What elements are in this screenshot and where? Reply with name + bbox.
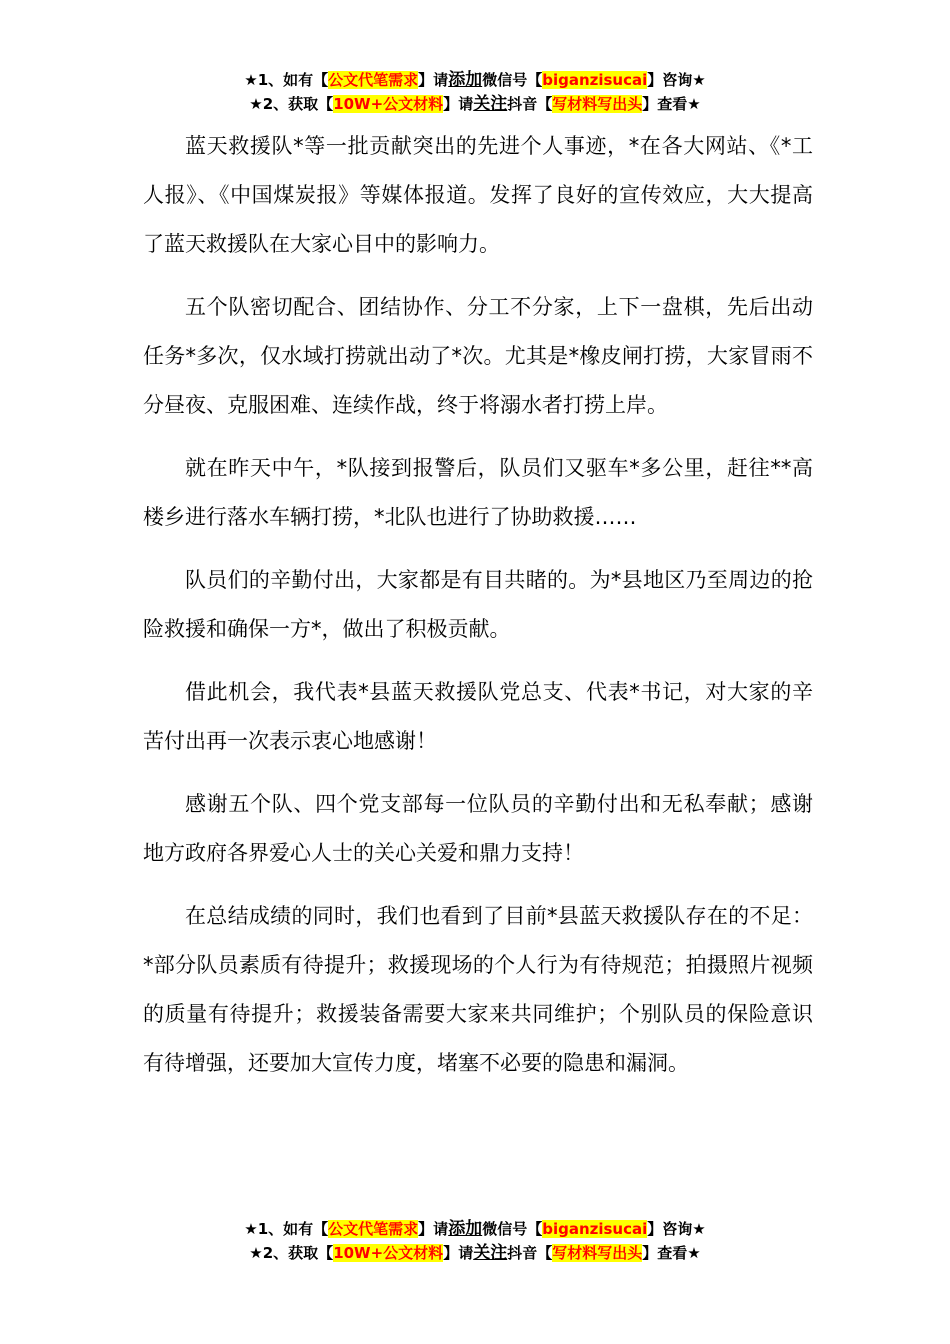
footer-line-1-mid-1: 】请 [418, 1220, 449, 1238]
footer-line-2-mid-1: 】请 [443, 1244, 474, 1262]
header-banner [0, 68, 950, 116]
paragraph: 借此机会，我代表*县蓝天救援队党总支、代表*书记，对大家的辛苦付出再一次表示衷心地感谢！ [143, 680, 813, 753]
header-line-1-suffix: 】咨询★ [647, 71, 706, 89]
header-line-2-mid-2: 抖音【 [507, 95, 553, 113]
header-line-1-mid-2: 微信号【 [482, 71, 543, 89]
footer-line-2-mid-2: 抖音【 [507, 1244, 553, 1262]
footer-line-2 [0, 1241, 950, 1265]
star-icon: ★ [244, 1220, 258, 1238]
star-icon: ★ [244, 71, 258, 89]
paragraph: 蓝天救援队*等一批贡献突出的先进个人事迹，*在各大网站、《*工人报》、《中国煤炭报》等媒体报道。发挥了良好的宣传效应，大大提高了蓝天救援队在大家心目中的影响力。 [143, 134, 813, 256]
header-line-1-prefix: 1、如有【 [257, 71, 329, 89]
footer-line-2-suffix: 】查看★ [642, 1244, 701, 1262]
header-line-2-highlight-2: 写材料写出头 [552, 95, 643, 113]
header-line-2-emphasis: 关注 [473, 94, 508, 114]
document-body [143, 122, 813, 1102]
paragraph: 队员们的辛勤付出，大家都是有目共睹的。为*县地区乃至周边的抢险救援和确保一方*，做出了积极贡献。 [143, 568, 813, 641]
footer-line-1-prefix: 1、如有【 [257, 1220, 329, 1238]
footer-line-2-prefix: 2、获取【 [262, 1244, 334, 1262]
paragraph: 在总结成绩的同时，我们也看到了目前*县蓝天救援队存在的不足：*部分队员素质有待提升；救援现场的个人行为有待规范；拍摄照片视频的质量有待提升；救援装备需要大家来共同维护；个别队员的保险意识有待增强，还要加大宣传力度，堵塞不必要的隐患和漏洞。 [143, 904, 813, 1075]
header-line-2-prefix: 2、获取【 [262, 95, 334, 113]
header-line-1-highlight-1: 公文代笔需求 [328, 71, 419, 89]
star-icon: ★ [249, 95, 263, 113]
footer-banner [0, 1217, 950, 1265]
header-line-2-highlight-1: 10W+公文材料 [333, 95, 444, 113]
header-line-2-suffix: 】查看★ [642, 95, 701, 113]
header-line-1-mid-1: 】请 [418, 71, 449, 89]
footer-line-1 [0, 1217, 950, 1241]
footer-line-1-suffix: 】咨询★ [647, 1220, 706, 1238]
header-line-2-mid-1: 】请 [443, 95, 474, 113]
header-line-2 [0, 92, 950, 116]
paragraph: 五个队密切配合、团结协作、分工不分家，上下一盘棋，先后出动任务*多次，仅水域打捞就出动了*次。尤其是*橡皮闸打捞，大家冒雨不分昼夜、克服困难、连续作战，终于将溺水者打捞上岸。 [143, 295, 813, 417]
paragraph: 感谢五个队、四个党支部每一位队员的辛勤付出和无私奉献；感谢地方政府各界爱心人士的关心关爱和鼎力支持！ [143, 792, 813, 865]
footer-line-2-highlight-2: 写材料写出头 [552, 1244, 643, 1262]
paragraph: 就在昨天中午，*队接到报警后，队员们又驱车*多公里，赶往**高楼乡进行落水车辆打捞，*北队也进行了协助救援…… [143, 456, 813, 529]
footer-line-2-highlight-1: 10W+公文材料 [333, 1244, 444, 1262]
star-icon: ★ [249, 1244, 263, 1262]
footer-line-1-mid-2: 微信号【 [482, 1220, 543, 1238]
header-line-1-emphasis: 添加 [448, 70, 483, 90]
footer-line-1-highlight-2: biganzisucai [542, 1220, 648, 1238]
header-line-1-highlight-2: biganzisucai [542, 71, 648, 89]
footer-line-2-emphasis: 关注 [473, 1243, 508, 1263]
header-line-1 [0, 68, 950, 92]
footer-line-1-emphasis: 添加 [448, 1219, 483, 1239]
footer-line-1-highlight-1: 公文代笔需求 [328, 1220, 419, 1238]
